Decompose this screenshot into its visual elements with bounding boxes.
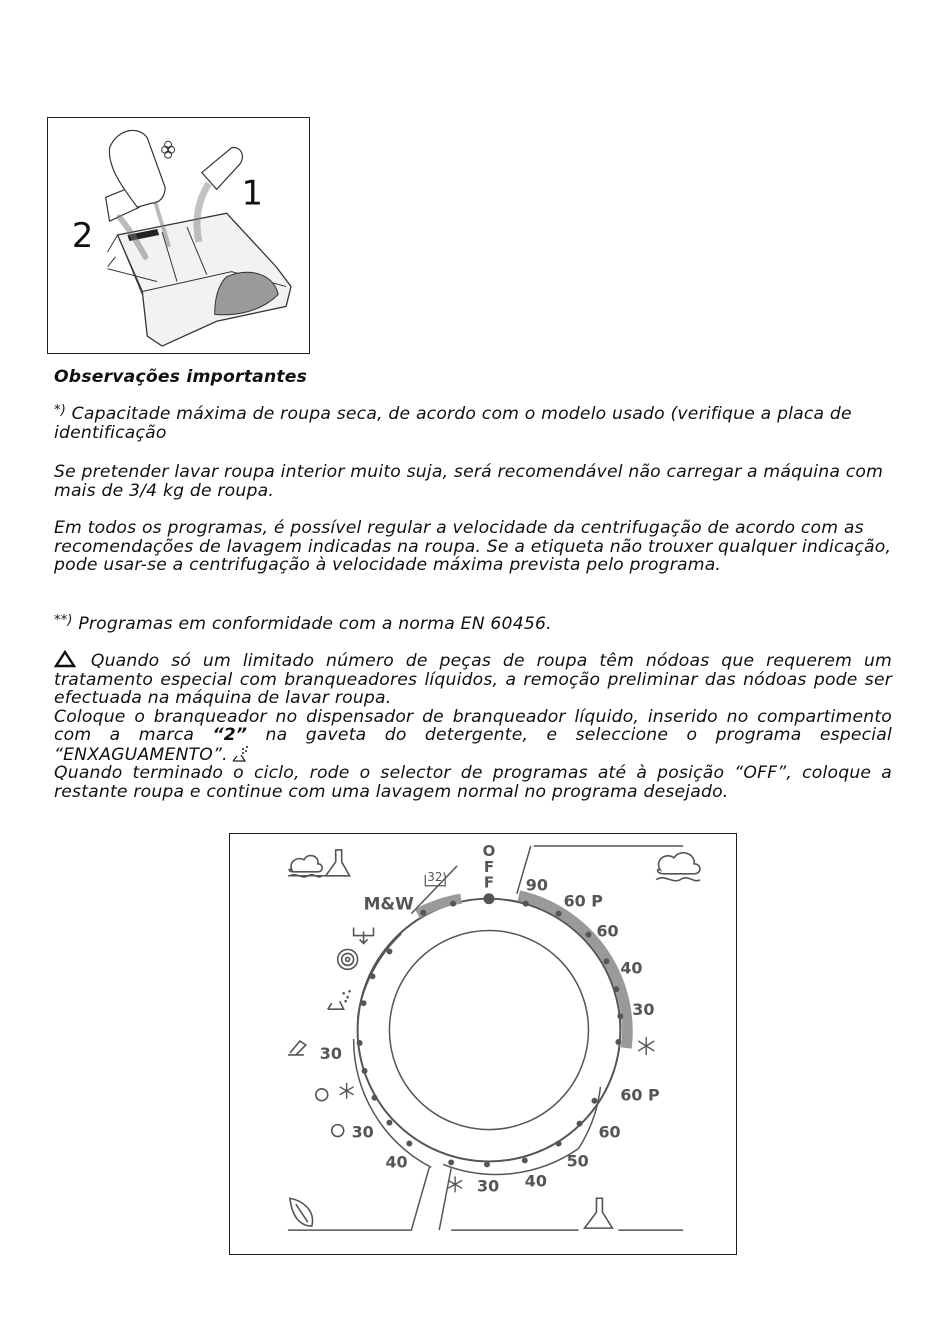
label-30-left-2: 30 bbox=[351, 1122, 374, 1142]
off-letter-2: F bbox=[483, 857, 495, 876]
label-60p-upper: 60 P bbox=[563, 891, 603, 911]
label-30-left-1: 30 bbox=[319, 1043, 342, 1063]
wool-icon-2 bbox=[332, 1125, 344, 1137]
cloud-icon bbox=[289, 856, 322, 877]
programme-dial-figure bbox=[229, 833, 737, 1255]
label-60-upper: 60 bbox=[596, 921, 619, 941]
wool-icon bbox=[316, 1089, 328, 1101]
label-90: 90 bbox=[525, 875, 548, 895]
note-underwear: Se pretender lavar roupa interior muito suja, será recomendável não carregar a máquina com mais de 3/4 kg de roupa. bbox=[54, 462, 884, 501]
leaf-icon bbox=[290, 1198, 313, 1226]
note-standard: **) Programas em conformidade com a norma EN 60456. bbox=[54, 613, 552, 634]
dial-knob bbox=[389, 931, 588, 1130]
off-letter-3: F bbox=[483, 873, 495, 892]
label-32-min: 32' bbox=[427, 869, 446, 884]
label-60p-lower: 60 P bbox=[620, 1085, 660, 1105]
label-mw: M&W bbox=[363, 893, 414, 914]
rinse-icon bbox=[231, 745, 251, 763]
note-capacity: *) Capacitade máxima de roupa seca, de acordo com o modelo usado (verifique a placa de identificação bbox=[54, 403, 852, 443]
label-30-bottom: 30 bbox=[477, 1176, 500, 1196]
rinse-icon-dial bbox=[328, 1001, 344, 1009]
label-30-upper: 30 bbox=[632, 1000, 655, 1020]
compartment-2-label: 2 bbox=[71, 215, 94, 255]
detergent-drawer-figure bbox=[47, 117, 310, 354]
note-stain-removal: Quando só um limitado número de peças de roupa têm nódoas que requerem um tratamento especial com branqueadores líquidos, a remoção preliminar das nódoas pode ser efectuada na máquina de lavar roupa. Coloque o branqueador no dispensador de branqueador líquido, inserido no compartimento com a marca “2” na gaveta do detergente, e seleccione o programa especial “ENXAGUAMENTO”. Quando terminado o ciclo, rode o selector de programas até à posição “OFF”, coloque a restante roupa e continue com uma lavagem normal no programa desejado. bbox=[54, 651, 892, 802]
warning-triangle-icon bbox=[54, 650, 76, 668]
label-40-upper: 40 bbox=[620, 958, 643, 978]
notes-heading: Observações importantes bbox=[54, 367, 308, 387]
beaker-icon bbox=[326, 850, 350, 876]
cloud-icon-right bbox=[656, 853, 700, 881]
label-60-lower: 60 bbox=[598, 1122, 621, 1142]
note-spin-speed: Em todos os programas, é possível regular a velocidade da centrifugação de acordo com as recomendações de lavagem indicadas na roupa. Se a etiqueta não trouxer qualquer indicação, pode usar-se a centrifugação à velocidade máxima prevista pelo programa. bbox=[54, 518, 892, 575]
spin-icon bbox=[338, 949, 358, 969]
off-letter-1: O bbox=[482, 841, 496, 860]
beaker-icon-bottom bbox=[585, 1198, 613, 1228]
compartment-1-label: 1 bbox=[241, 173, 263, 213]
label-40-left: 40 bbox=[385, 1152, 408, 1172]
drain-icon bbox=[354, 928, 374, 944]
label-50: 50 bbox=[566, 1151, 589, 1171]
label-40-bottom: 40 bbox=[524, 1171, 547, 1191]
stain-icon bbox=[288, 1041, 306, 1055]
softener-flower-icon bbox=[162, 141, 175, 158]
arc-cotton bbox=[519, 896, 627, 1048]
